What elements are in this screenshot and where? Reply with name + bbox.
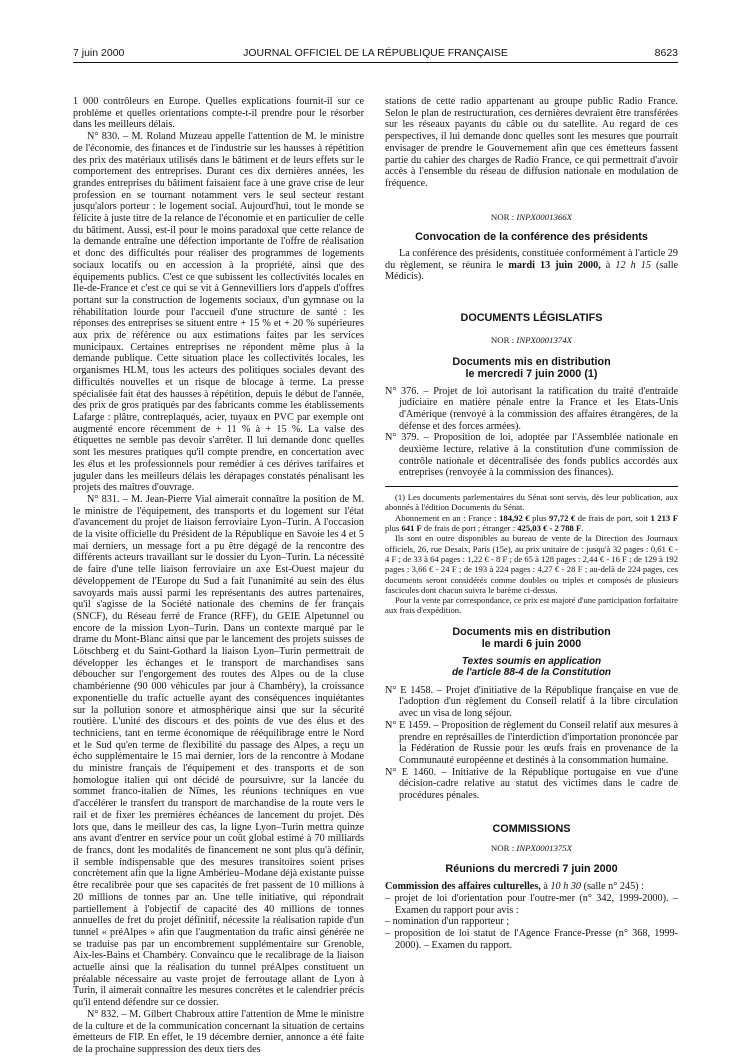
nor-reference <box>385 843 678 855</box>
agenda-item: – nomination d'un rapporteur ; <box>385 916 510 928</box>
price: 425,03 € - 2 788 F <box>517 523 582 534</box>
price: 184,92 € <box>499 512 530 523</box>
document-item: N° 379. – Proposition de loi, adoptée par l'Assemblée nationale en deuxième lecture, relative à la constitution d'une commission de contrôle nationale et décentralisée des fonds publics accordés aux entreprises (renvoyée à la commission des finances). <box>385 432 678 479</box>
heading-line: Documents mis en distribution <box>452 625 611 638</box>
heading-line: le mardi 6 juin 2000 <box>481 637 582 650</box>
commission-name: Commission des affaires culturelles, <box>385 881 541 893</box>
nor-label: NOR : <box>490 843 517 854</box>
nor-code: INPX0001366X <box>516 211 573 222</box>
price: 97,72 € <box>549 512 576 523</box>
distribution-heading <box>385 626 678 650</box>
heading-line: Documents mis en distribution <box>452 355 611 368</box>
distribution-heading <box>385 356 678 380</box>
footnote-text <box>385 513 678 534</box>
right-column <box>385 96 678 951</box>
text: plus <box>385 523 402 534</box>
text: de frais de port ; étranger : <box>421 523 518 534</box>
text: La conférence des présidents, constituée conformément à l'article 29 du règlement, se réunira le <box>385 248 678 271</box>
section-title-commissions: COMMISSIONS <box>492 822 571 835</box>
footnote <box>385 492 678 616</box>
price: 1 213 F <box>650 512 678 523</box>
footnote-text: (1) Les documents parlementaires du Sénat sont servis, dès leur publication, aux abonnés à l'édition Documents du Sénat. <box>385 492 678 513</box>
question-832: N° 832. – M. Gilbert Chabroux attire l'attention de Mme le ministre de la culture et de la communication concernant la situation de certains émetteurs de FIP. En effet, le 19 décembre dernier, annonce a été faite de la prochaine suppression des deux tiers des <box>73 1008 364 1055</box>
footnote-rule <box>385 486 678 487</box>
footnote-text: Pour la vente par correspondance, ce prix est majoré d'une participation forfaitaire aux frais d'expédition. <box>385 595 678 616</box>
heading-line: Textes soumis en application <box>461 655 602 667</box>
agenda-item: – projet de loi d'orientation pour l'outre-mer (n° 342, 1999-2000). – Examen du rapport pour avis : <box>385 892 678 916</box>
heading-line: le mercredi 7 juin 2000 (1) <box>465 367 598 380</box>
nor-code: INPX0001374X <box>516 334 573 345</box>
text: Abonnement en an : France : <box>395 512 500 523</box>
text: à <box>540 881 551 893</box>
nor-label: NOR : <box>490 334 517 345</box>
agenda-item: – proposition de loi statut de l'Agence France-Presse (n° 368, 1999-2000). – Examen du rapport. <box>385 927 678 951</box>
reunions-heading: Réunions du mercredi 7 juin 2000 <box>445 863 618 876</box>
question-831: N° 831. – M. Jean-Pierre Vial aimerait connaître la position de M. le ministre de l'équipement, des transports et du logement sur l'état d'avancement du projet de liaison ferroviaire Lyon–Turin. A l'occasion de la visite officielle du Président de la République en Savoie les 4 et 5 mai derniers, un message fort a pu être dégagé de la rencontre des différents acteurs travaillant sur le dossier du Lyon–Turin. La nécessité de faire d'une telle liaison ferroviaire un axe Est-Ouest majeur du développement de l'Europe du Sud a fait l'unanimité au sein des élus savoyards mais aussi parmi les représentants des autres partenaires, qu'il s'agisse de la Société nationale des chemins de fer français (SNCF), du Réseau ferré de France (RFF), du GEIE Alpetunnel ou encore de la mission Lyon–Turin. Dans un contexte marqué par le drame du Mont-Blanc ainsi que par le lancement des projets suisses de Lötschberg et du Saint-Gothard la liaison Lyon–Turin permettrait de développer les échanges et le transport de marchandises sans déboucher sur l'engorgement des routes des Alpes ou de la cluse chambérienne (90 000 véhicules par jour à Chambéry), la croissance exponentielle du trafic actuelle ayant des conséquences inquiétantes sur la pollution sonore et atmosphérique ainsi que sur la sécurité routière. L'unité des discours et des points de vue des élus et des techniciens, tant en terme économique de rééquilibrage entre le Nord et le Sud qu'en terme de flexibilité du passage des Alpes, a reçu un écho supplémentaire le 15 mai dernier, lors de la rencontre à Modane du ministre français de l'équipement et des transports et de son homologue italien qui ont décidé de poursuivre, sur la lancée du sommet franco-italien de Nîmes, les réunions techniques en vue d'accélérer le transfert du transport de marchandise de la route vers le rail et de fixer les premières échéances de lancement du projet. Dès lors que, dans le meilleur des cas, la ligne Lyon–Turin mettra quinze ans avant d'entrer en service pour un coût global estimé à 70 milliards de francs, dont les modalités de financement ne sont plus qu'à définir, il semble indispensable que des mesures transitoires soient prises concrètement afin que la ligne Ambérieu–Modane déjà existante puisse être recalibrée pour que ses capacités de fret passent de 10 millions à 20 millions de tonnes par an. Une telle initiative, qui répondrait partiellement à l'objectif de capacité des 40 millions de tonnes annuelles de fret du projet définitif, nécessite la réalisation rapide d'un tunnel « préAlpes » afin que l'augmentation du trafic ainsi générée ne se traduise pas par un encombrement supplémentaire sur Grenoble, Aix-les-Bains et Chambéry. Convaincu que le recalibrage de la liaison actuelle ainsi que la réalisation du tunnel préAlpes constituent un préalable nécessaire au vaste projet de ferroutage allant de Lyon à Turin, il aimerait connaître les mesures concrètes et le calendrier précis qu'il entend défendre sur ce dossier. <box>73 493 364 1009</box>
price: 641 F <box>401 523 422 534</box>
textes-heading <box>385 656 678 679</box>
section-title-documents: DOCUMENTS LÉGISLATIFS <box>460 312 603 325</box>
header-page-number: 8623 <box>654 47 678 59</box>
meeting-time: 12 h 15 <box>615 259 651 271</box>
text: à <box>605 259 611 271</box>
document-item: N° 376. – Projet de loi autorisant la ratification du traité d'entraide judiciaire en matière pénale entre la France et les Etats-Unis d'Amérique (renvoyé à la commission des affaires étrangères, de la défense et des forces armées). <box>385 385 678 432</box>
header-title: JOURNAL OFFICIEL DE LA RÉPUBLIQUE FRANÇAISE <box>243 47 508 59</box>
document-item: N° E 1458. – Projet d'initiative de la République française en vue de l'adoption d'un règlement du Conseil relatif à la libre circulation avec un visa de long séjour. <box>385 684 678 720</box>
heading-line: de l'article 88-4 de la Constitution <box>451 667 612 679</box>
text: plus <box>529 512 550 523</box>
convocation-text <box>385 248 678 283</box>
nor-reference <box>385 335 678 347</box>
text: (salle n° 245) : <box>581 881 644 893</box>
commission-line <box>385 881 678 893</box>
paragraph: stations de cette radio appartenant au groupe public Radio France. Selon le plan de restructuration, ces dernières devraient être transférées sur les réseaux payants du câble ou du satellite. Au regard de ces perspectives, il lui demande donc quelles sont les mesures que pourrait envisager de prendre le Gouvernement afin que ces émetteurs fassent partie du cahier des charges de Radio France, ce qui permettrait d'avoir accès à l'ensemble du réseau de diffusion nationale en modulation de fréquence. <box>385 96 678 189</box>
nor-label: NOR : <box>490 211 517 222</box>
header-rule <box>73 62 678 63</box>
nor-reference <box>385 212 678 224</box>
meeting-date: mardi 13 juin 2000, <box>508 259 601 271</box>
header-date: 7 juin 2000 <box>73 47 125 59</box>
nor-code: INPX0001375X <box>516 843 573 854</box>
question-830: N° 830. – M. Roland Muzeau appelle l'attention de M. le ministre de l'économie, des finances et de l'industrie sur les hausses à répétition des prix des matériaux utilisés dans le bâtiment et de leurs effets sur le comportement des entreprises. Durant ces dix dernières années, les grandes entreprises du bâtiment faisaient face à une grave crise de leur profession en se tournant notamment vers le seul secteur restant jusqu'alors porteur : le logement social. Aujourd'hui, tout le monde se félicite à juste titre de la relance de l'économie et en particulier de celle du bâtiment. Aussi, est-il pour le moins paradoxal que cette relance de la demande entraîne une défection importante de l'offre de réalisation et donc des difficultés pour réaliser des programmes de logements sociaux locatifs ou en accession à la propriété, ainsi que des équipements publics. C'est ce que subissent les collectivités locales en Ile-de-France et c'est ce qui se vit à Gennevilliers lors d'appels d'offres portant sur la construction de logements sociaux, d'un gymnase ou la réhabilitation lourde pour l'accueil d'une structure de santé : les réponses des entreprises se situent entre + 15 % et + 20 % supérieures aux prix de référence ou aux estimations faites par les services municipaux. Certaines entreprises ne répondent même plus à la demande publique. Cette situation place les collectivités locales, les organismes HLM, tous les acteurs des politiques sociales devant des difficultés nouvelles et un risque de blocage à terme. La presse spécialisée fait état des hausses à répétition, depuis le début de l'année, des prix de gros pratiqués par des fabricants comme les établissements Lafarge : plâtre, contreplaqués, acier, tuyaux en PVC par exemple ont augmenté encore récemment de + 11 % à + 15 %. La valse des étiquettes ne semble pas devoir s'arrêter. Il lui demande donc quelles sont les mesures pratiques qu'il compte prendre, en concertation avec les élus et les professionnels pour remédier à ces dérives tarifaires et juguler dans les meilleurs délais les dérapages constatés pénalisant les projets des maîtres d'ouvrage. <box>73 131 364 494</box>
document-item: N° E 1460. – Initiative de la République portugaise en vue d'une décision-cadre relative au statut des victimes dans le cadre de procédures pénales. <box>385 766 678 802</box>
footnote-text: Ils sont en outre disponibles au bureau de vente de la Direction des Journaux officiels, 26, rue Desaix, Paris (15e), au prix unitaire de : jusqu'à 32 pages : 0,61 € - 4 F ; de 33 à 64 pages : 1,22 € - 8 F ; de 65 à 128 pages : 2,44 € - 16 F ; de 129 à 192 pages : 3,66 € - 24 F ; de 193 à 224 pages : 4,27 € - 28 F ; au-delà de 224 pages, ces documents seront considérés comme doubles ou triples et composés de plusieurs fascicules dont chacun suivra le barème ci-dessus. <box>385 533 678 595</box>
document-item: N° E 1459. – Proposition de règlement du Conseil relatif aux mesures à prendre en représailles de l'interdiction d'importation prononcée par la Fédération de Russie pour les œufs frais en provenance de la Communauté européenne et destinés à la consommation humaine. <box>385 719 678 766</box>
page-header <box>73 47 678 61</box>
text: . <box>581 523 584 534</box>
text: (salle Médicis). <box>385 259 679 283</box>
section-title-convocation: Convocation de la conférence des présidents <box>415 231 648 244</box>
left-column <box>73 96 364 1056</box>
paragraph: 1 000 contrôleurs en Europe. Quelles explications fournit-il sur ce problème et quelles orientations compte-t-il prendre pour le résorber dans les meilleurs délais. <box>73 96 364 131</box>
text: de frais de port, soit <box>575 512 651 523</box>
meeting-time: 10 h 30 <box>550 881 582 893</box>
